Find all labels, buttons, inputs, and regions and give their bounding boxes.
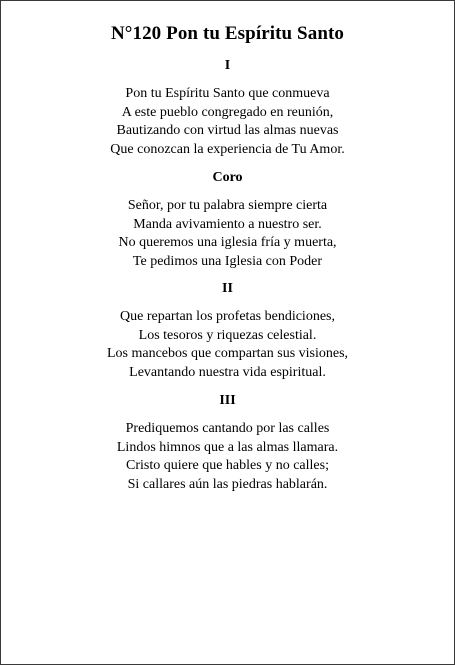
verse-3 — [1, 392, 454, 494]
section-heading: Coro — [212, 170, 243, 185]
page-title: N°120 Pon tu Espíritu Santo — [110, 23, 345, 44]
lyric-line: A este pueblo congregado en reunión, — [121, 104, 334, 120]
lyric-line: Que repartan los profetas bendiciones, — [120, 309, 335, 324]
lyric-line: Si callares aún las piedras hablarán. — [127, 476, 328, 492]
lyric-line: Cristo quiere que hables y no calles; — [126, 458, 329, 473]
lyric-line: Señor, por tu palabra siempre cierta — [127, 198, 328, 213]
lyric-line: Te pedimos una Iglesia con Poder — [132, 253, 323, 269]
section-heading: III — [219, 393, 236, 408]
lyric-line: Los mancebos que compartan sus visiones, — [106, 346, 349, 361]
section-heading: I — [224, 58, 231, 73]
verse-1 — [1, 57, 454, 159]
lyric-line: Que conozcan la experiencia de Tu Amor. — [110, 141, 345, 157]
verse-2 — [1, 280, 454, 382]
section-heading: II — [222, 281, 233, 296]
lyric-line: Prediquemos cantando por las calles — [125, 421, 330, 436]
lyric-line: Manda avivamiento a nuestro ser. — [133, 216, 322, 232]
lyric-line: Bautizando con virtud las almas nuevas — [116, 123, 339, 138]
lyric-line: Levantando nuestra vida espiritual. — [129, 364, 326, 380]
chorus — [1, 169, 454, 271]
lyric-line: Los tesoros y riquezas celestial. — [138, 327, 317, 343]
lyric-line: Lindos himnos que a las almas llamara. — [116, 439, 339, 455]
lyric-line: No queremos una iglesia fría y muerta, — [118, 235, 337, 250]
lyric-line: Pon tu Espíritu Santo que conmueva — [125, 86, 330, 101]
